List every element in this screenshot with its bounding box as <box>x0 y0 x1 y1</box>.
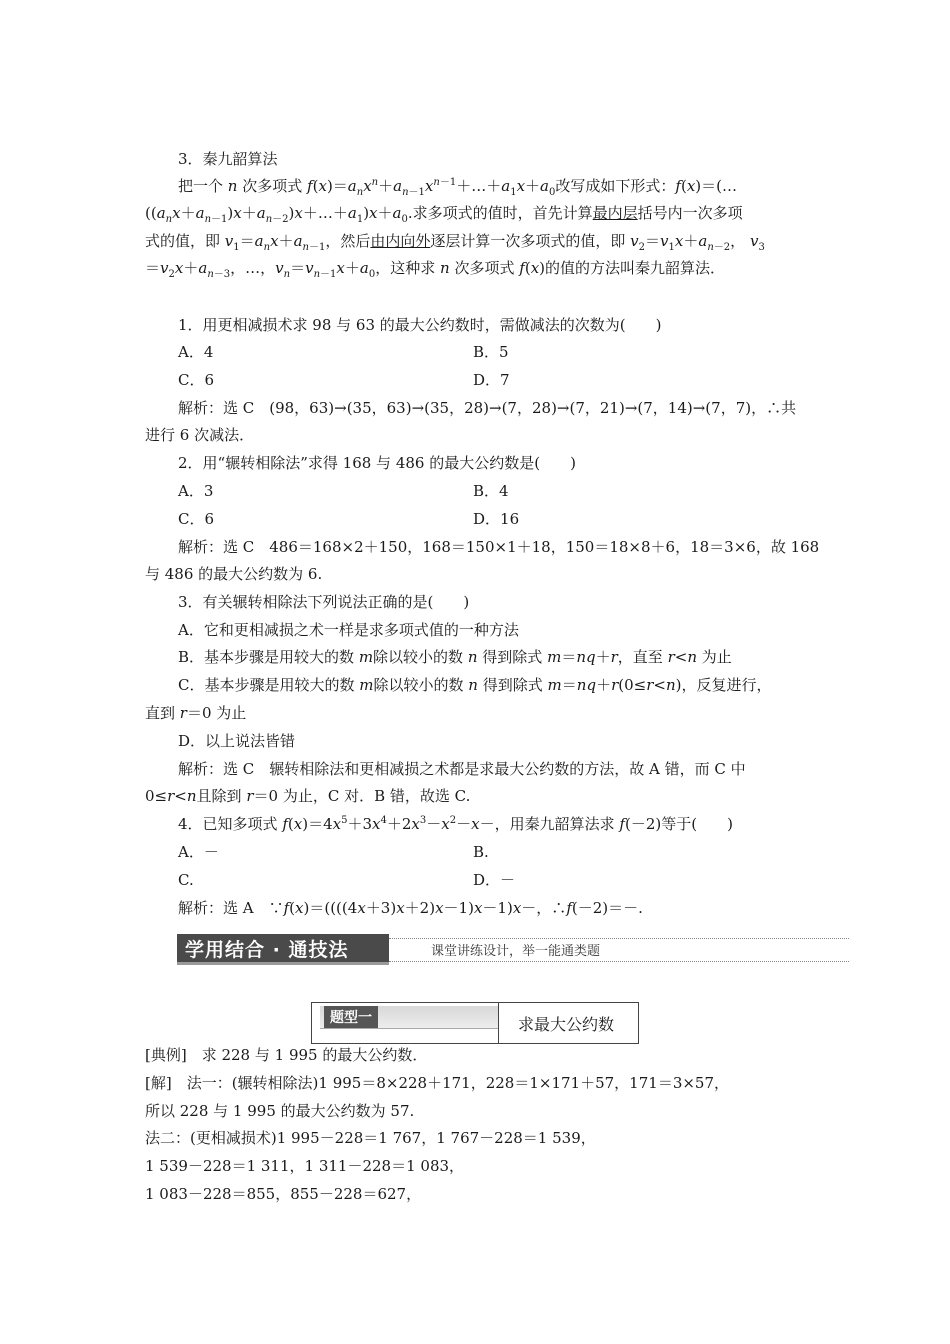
section-banner-title-block <box>177 934 389 965</box>
underline-inside-out: 由内向外 <box>370 232 431 250</box>
question-3-option-c-line-1: C．基本步骤是用较大的数 m除以较小的数 n 得到除式 m＝nq＋r(0≤r<n)，反复进行， <box>178 676 772 694</box>
question-1-option-a: A．4 <box>178 343 214 361</box>
topic-box <box>311 1002 639 1044</box>
question-4-option-d: D．－ <box>473 871 516 889</box>
question-1-solution-line-1: 解析：选 C (98，63)→(35，63)→(35，28)→(7，28)→(7，21)→(7，14)→(7，7)，∴共 <box>178 399 797 417</box>
question-3-option-a: A．它和更相减损之术一样是求多项式值的一种方法 <box>178 621 519 639</box>
section-banner-title: 学用结合 · 通技法 <box>185 939 349 961</box>
question-1-solution-line-2: 进行 6 次减法． <box>145 426 255 444</box>
question-2-solution-line-1: 解析：选 C 486＝168×2＋150，168＝150×1＋18，150＝18×8＋6，18＝3×6，故 168 <box>178 538 820 556</box>
qjs-paragraph-line-1: 把一个 n 次多项式 $f(x)=a_nx^n+a_{n-1}x^{n-1}+\dots+a_1x+a_0$改写成如下形式：f(x)＝(… <box>178 177 737 198</box>
section-banner-subtitle-block <box>389 938 849 962</box>
qjs-paragraph-line-3: 式的值，即 $v_1=a_nx+a_{n-1}$，然后由内向外逐层计算一次多项式的值，即 $v_2=v_1x+a_{n-2}$， $v_3$ <box>145 232 765 253</box>
question-4-option-a: A．－ <box>178 843 219 861</box>
section-banner-subtitle: 课堂讲练设计，举一能通类题 <box>431 944 601 959</box>
question-2-option-c: C．6 <box>178 510 215 528</box>
question-3-solution-line-2: 0≤r<n且除到 r＝0 为止，C 对．B 错，故选 C. <box>145 787 471 805</box>
question-3-stem: 3．有关辗转相除法下列说法正确的是( ) <box>178 593 470 611</box>
topic-tag: 题型一 <box>324 1006 378 1028</box>
question-4-option-b: B. <box>473 843 489 861</box>
question-1-option-c: C．6 <box>178 371 215 389</box>
question-2-option-d: D．16 <box>473 510 520 528</box>
topic-tag-block <box>320 1006 498 1029</box>
example-solution-line-1: [解] 法一：(辗转相除法)1 995＝8×228＋171，228＝1×171＋57，171＝3×57， <box>145 1074 730 1092</box>
question-1-option-b: B．5 <box>473 343 509 361</box>
question-4-stem: 4．已知多项式 $f(x)=4x^5+3x^4+2x^3-x^2-x-$，用秦九韶算法求 f(－2)等于( ) <box>178 815 733 833</box>
question-2-option-a: A．3 <box>178 482 214 500</box>
question-1-option-d: D．7 <box>473 371 510 389</box>
topic-title: 求最大公约数 <box>518 1015 615 1034</box>
question-4-solution: 解析：选 A ∵f(x)＝((((4x＋3)x＋2)x－1)x－1)x－，∴f(－2)＝－. <box>178 899 643 917</box>
qjs-paragraph-line-2: $((a_nx+a_{n-1})x+a_{n-2})x+\dots+a_1)x+a_0$.求多项式的值时，首先计算最内层括号内一次多项 <box>145 204 743 225</box>
question-3-option-c-line-2: 直到 r＝0 为止 <box>145 704 247 722</box>
underline-innermost: 最内层 <box>592 204 638 222</box>
question-2-option-b: B．4 <box>473 482 509 500</box>
section-banner <box>177 934 849 964</box>
question-3-option-d: D．以上说法皆错 <box>178 732 296 750</box>
question-2-stem: 2．用“辗转相除法”求得 168 与 486 的最大公约数是( ) <box>178 454 576 472</box>
example-solution-line-5: 1 083－228＝855，855－228＝627， <box>145 1185 422 1203</box>
example-solution-line-2: 所以 228 与 1 995 的最大公约数为 57. <box>145 1102 415 1120</box>
question-3-solution-line-1: 解析：选 C 辗转相除法和更相减损之术都是求最大公约数的方法，故 A 错，而 C 中 <box>178 760 746 778</box>
question-2-solution-line-2: 与 486 的最大公约数为 6. <box>145 565 323 583</box>
question-4-option-c: C. <box>178 871 194 889</box>
example-solution-line-3: 法二：(更相减损术)1 995－228＝1 767，1 767－228＝1 539， <box>145 1129 596 1147</box>
topic-box-divider <box>498 1003 499 1043</box>
question-3-option-b: B．基本步骤是用较大的数 m除以较小的数 n 得到除式 m＝nq＋r，直至 r<n 为止 <box>178 648 732 666</box>
qjs-paragraph-line-4: $=v_2x+a_{n-3}$，…，$v_n=v_{n-1}x+a_0$，这种求 n 次多项式 f(x)的值的方法叫秦九韶算法． <box>145 259 726 280</box>
example-prompt: [典例] 求 228 与 1 995 的最大公约数． <box>145 1046 428 1064</box>
question-1-stem: 1．用更相减损术求 98 与 63 的最大公约数时，需做减法的次数为( ) <box>178 316 662 334</box>
example-solution-line-4: 1 539－228＝1 311，1 311－228＝1 083， <box>145 1157 465 1175</box>
section-heading: 3．秦九韶算法 <box>178 150 278 168</box>
